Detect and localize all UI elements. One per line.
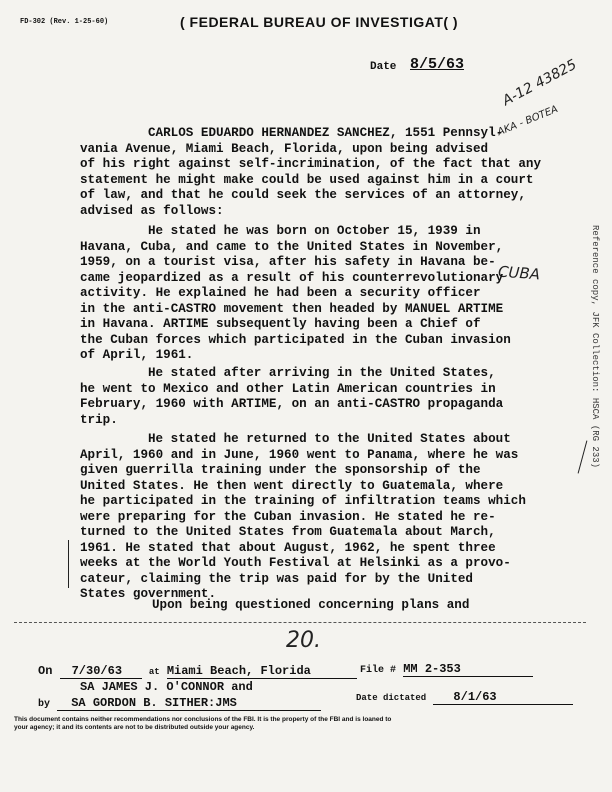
by-label: by: [38, 699, 51, 710]
agent-line-1: SA JAMES J. O'CONNOR and: [80, 680, 253, 694]
footer-dictated-line: [356, 690, 573, 705]
report-date: 8/5/63: [410, 56, 465, 73]
file-label: File #: [360, 665, 397, 676]
interview-date: 7/30/63: [60, 664, 142, 679]
text-line: He stated he returned to the United States about: [148, 432, 511, 446]
text-line: February, 1960 with ARTIME, on an anti-CASTRO propaganda: [80, 397, 504, 411]
footer-on-line: [38, 664, 357, 679]
paragraph-questioned: [80, 598, 469, 614]
at-label: at: [148, 667, 160, 677]
text-line: He stated he was born on October 15, 1939 in: [148, 224, 481, 238]
divider: [14, 622, 586, 623]
text-line: vania Avenue, Miami Beach, Florida, upon being advised: [80, 141, 489, 156]
text-line: in the anti-CASTRO movement then headed by MANUEL ARTIME: [80, 301, 504, 316]
text-line: weeks at the World Youth Festival at Helsinki as a provo-: [80, 556, 511, 570]
text-line: April, 1960 and in June, 1960 went to Panama, where he was: [80, 447, 519, 462]
margin-note-cuba: CUBA: [497, 262, 541, 284]
text-line: He stated after arriving in the United States,: [148, 366, 496, 380]
interview-location: Miami Beach, Florida: [167, 664, 357, 679]
text-line: 1959, on a tourist visa, after his safety in Havana be-: [80, 255, 496, 269]
paragraph-mexico-trip: [80, 366, 503, 428]
handwritten-aka: AKA - BOTEA: [496, 103, 560, 139]
text-line: Upon being questioned concerning plans and: [152, 598, 470, 612]
text-line: he participated in the training of infiltration teams which: [80, 494, 526, 508]
paragraph-birth: [80, 224, 511, 364]
on-label: On: [38, 664, 53, 678]
text-line: statement he might make could be used against him in a court: [80, 172, 534, 187]
dictated-date: 8/1/63: [433, 690, 573, 705]
text-line: of law, and that he could seek the services of an attorney,: [80, 188, 526, 202]
text-line: United States. He then went directly to Guatemala, where: [80, 478, 504, 493]
margin-bracket: [68, 540, 75, 588]
text-line: in Havana. ARTIME subsequently having been a Chief of: [80, 317, 481, 331]
text-line: the Cuban forces which participated in the Cuban invasion: [80, 332, 511, 347]
footer-file-line: [360, 662, 533, 677]
file-number: MM 2-353: [403, 662, 533, 677]
text-line: States government.: [80, 587, 217, 601]
text-line: CARLOS EDUARDO HERNANDEZ SANCHEZ, 1551 Pennsyl-: [148, 126, 504, 140]
page-marker: 20.: [286, 628, 321, 653]
agent-line-2: SA GORDON B. SITHER:JMS: [57, 696, 321, 711]
disclaimer: [14, 716, 391, 732]
disclaimer-line: This document contains neither recommendations nor conclusions of the FBI. It is the property of the FBI and is loaned to: [14, 716, 392, 723]
text-line: trip.: [80, 412, 118, 427]
reference-stamp: Reference copy, JFK Collection: HSCA (RG 233): [590, 225, 600, 469]
paragraph-training: [80, 432, 526, 603]
text-line: turned to the United States from Guatemala about March,: [80, 525, 496, 539]
text-line: came jeopardized as a result of his counterrevolutionary: [80, 270, 504, 285]
date-label: Date: [370, 61, 397, 73]
dictated-label: Date dictated: [356, 693, 427, 703]
text-line: of his right against self-incrimination, of the fact that any: [80, 157, 542, 171]
agency-header: ( FEDERAL BUREAU OF INVESTIGAT( ): [180, 14, 459, 30]
margin-tick: [578, 440, 588, 473]
text-line: given guerrilla training under the sponsorship of the: [80, 463, 481, 477]
text-line: were preparing for the Cuban invasion. He stated he re-: [80, 509, 496, 524]
disclaimer-line: your agency; it and its contents are not to be distributed outside your agency.: [14, 724, 255, 731]
text-line: cateur, claiming the trip was paid for by the United: [80, 571, 473, 586]
text-line: Havana, Cuba, and came to the United States in November,: [80, 239, 504, 254]
text-line: 1961. He stated that about August, 1962, he spent three: [80, 540, 496, 555]
text-line: of April, 1961.: [80, 348, 194, 362]
handwritten-number: A-12 43825: [500, 56, 580, 110]
paragraph-intro: [80, 126, 541, 219]
form-number: FD-302 (Rev. 1-25-60): [20, 18, 109, 26]
text-line: he went to Mexico and other Latin American countries in: [80, 381, 496, 396]
footer-by-line: [38, 696, 321, 711]
text-line: advised as follows:: [80, 203, 224, 218]
text-line: activity. He explained he had been a security officer: [80, 286, 481, 300]
